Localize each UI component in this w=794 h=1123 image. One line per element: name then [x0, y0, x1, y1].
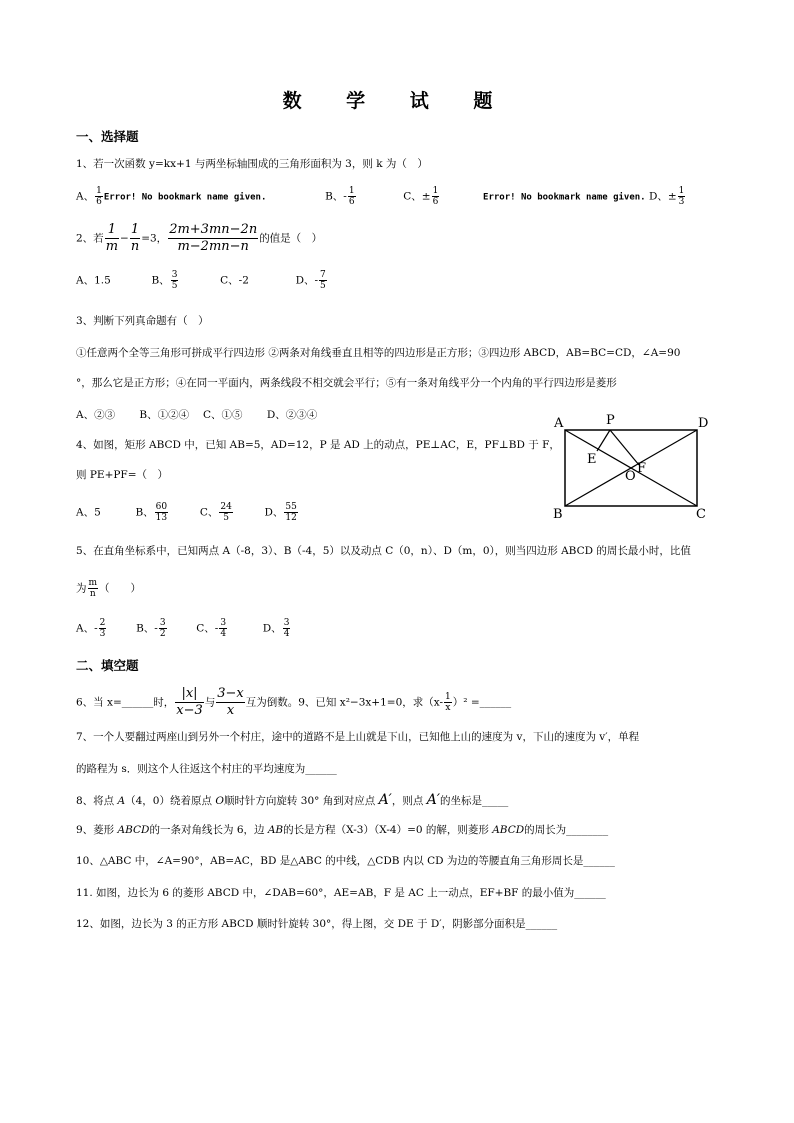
q5-a-den: 3	[99, 629, 106, 639]
q9-text-1: 9、菱形	[76, 824, 118, 836]
q2-option-a: A、1.5	[76, 274, 111, 287]
question-7-line-2: 的路程为 s．则这个人往返这个村庄的平均速度为______	[76, 763, 337, 775]
q6-f1-num: |x|	[175, 686, 204, 703]
question-8	[76, 793, 508, 808]
q5-r-den: n	[89, 589, 96, 599]
q2-f3-den: m−2mn−n	[177, 239, 249, 254]
q2-option-c: C、-2	[220, 274, 249, 287]
q4-c-num: 24	[220, 502, 232, 512]
q1-d-num: 1	[678, 186, 685, 196]
question-5-line-2	[76, 578, 141, 599]
section-fill-heading: 二、填空题	[76, 658, 139, 673]
question-4-options	[76, 502, 299, 523]
question-5-line-1: 5、在直角坐标系中，已知两点 A（-8，3）、B（-4，5）以及动点 C（0，n）、D（m，0），则当四边形 ABCD 的周长最小时，比值	[76, 545, 691, 557]
q4-b-den: 13	[155, 513, 168, 523]
q8-point-a-prime-2: A′	[426, 792, 440, 808]
q6-fraction-3-minus-x	[216, 686, 245, 719]
q1-c-num: 1	[432, 186, 439, 196]
q1-b-num: 1	[348, 186, 355, 196]
q8-text-3: 顺时针方向旋转 30° 角到对应点	[223, 795, 379, 807]
q5-option-c-prefix: C、-	[196, 622, 219, 635]
q5-option-c-fraction	[219, 618, 227, 639]
label-c: C	[696, 507, 706, 522]
question-4-line-2: 则 PE+PF=（ ）	[76, 469, 169, 481]
question-12: 12、如图，边长为 3 的正方形 ABCD 顺时针旋转 30°，得上图，交 DE 于 D′，阴影部分面积是______	[76, 918, 558, 930]
q1-option-c-prefix: C、±	[403, 190, 431, 203]
q9-ab: AB	[267, 824, 284, 836]
q2-option-d-prefix: D、-	[295, 274, 319, 287]
q2-minus: −	[120, 232, 129, 245]
q4-d-den: 12	[285, 513, 297, 523]
q6-f2-den: x	[226, 703, 235, 718]
q4-c-den: 5	[223, 513, 229, 523]
q6-prefix: 6、当 x=______时，	[76, 696, 175, 709]
question-3-line-1: ①任意两个全等三角形可拼成平行四边形 ②两条对角线垂直且相等的四边形是正方形；③四边形 ABCD，AB=BC=CD，∠A=90	[76, 347, 681, 359]
q5-option-a-prefix: A、-	[76, 622, 98, 635]
q2-equals: =3，	[141, 232, 168, 245]
q1-option-d-fraction	[678, 186, 686, 207]
q2-f2-num: 1	[130, 222, 140, 237]
q2-f3-num: 2m+3mn−2n	[169, 222, 258, 237]
q6-mid: 与	[204, 696, 216, 709]
q5-option-b-prefix: B、-	[136, 622, 158, 635]
q8-text-4: ，则点	[391, 795, 427, 807]
segment-pe	[597, 430, 610, 451]
q2-expression-fraction	[168, 222, 258, 255]
q9-text-2: 的一条对角线长为 6，边	[149, 824, 268, 836]
q1-error-text-2: Error! No bookmark name given.	[483, 192, 646, 203]
q5-option-d-prefix: D、	[262, 622, 282, 635]
label-a: A	[554, 416, 564, 431]
q1-option-c-fraction	[432, 186, 440, 207]
q2-b-den: 5	[171, 281, 178, 291]
question-7-line-1: 7、一个人要翻过两座山到另外一个村庄，途中的道路不是上山就是下山，已知他上山的速度为 v，下山的速度为 v′，单程	[76, 731, 640, 743]
q6-f1-den: x−3	[176, 703, 203, 718]
q2-option-b-fraction	[171, 270, 179, 291]
label-p: P	[606, 413, 615, 428]
q5-c-den: 4	[220, 629, 227, 639]
q6-tail: ）² =______	[452, 696, 512, 709]
rectangle-figure-diagram	[548, 408, 718, 526]
question-5-options	[76, 618, 291, 639]
q6-fraction-1-over-x	[444, 692, 452, 713]
q5-a-num: 2	[99, 618, 106, 628]
question-1-stem: 1、若一次函数 y=kx+1 与两坐标轴围成的三角形面积为 3，则 k 为（ ）	[76, 158, 428, 170]
label-o: O	[625, 469, 636, 484]
label-f: F	[637, 461, 647, 476]
q5-c-num: 3	[220, 618, 227, 628]
question-3-stem: 3、判断下列真命题有（ ）	[76, 315, 209, 327]
question-11: 11. 如图，边长为 6 的菱形 ABCD 中，∠DAB=60°，AE=AB，F 是 AC 上一动点，EF+BF 的最小值为______	[76, 887, 606, 899]
q4-option-d-prefix: D、	[264, 506, 284, 519]
q4-option-c-prefix: C、	[199, 506, 219, 519]
q2-suffix: 的值是（ ）	[259, 232, 323, 245]
q5-b-num: 3	[159, 618, 166, 628]
q5-ratio-fraction	[88, 578, 99, 599]
q1-a-num: 1	[96, 186, 102, 196]
page-title: 数 学 试 题	[282, 90, 512, 112]
label-e: E	[587, 452, 597, 467]
q1-error-text-1: Error! No bookmark name given.	[103, 192, 267, 203]
question-3-line-2: °，那么它是正方形；④在同一平面内，两条线段不相交就会平行；⑤有一条对角线平分一个内角的平行四边形是菱形	[76, 377, 617, 389]
q5-prefix: 为	[76, 582, 87, 595]
q8-point-a: A	[117, 795, 126, 807]
q8-text-5: 的坐标是_____	[440, 795, 509, 807]
q8-point-a-prime: A′	[378, 792, 392, 808]
q1-d-den: 3	[678, 197, 685, 207]
q8-origin-o: O	[215, 795, 224, 807]
q9-abcd: ABCD	[117, 824, 150, 836]
q6-fraction-abs-x	[175, 686, 204, 719]
q5-option-b-fraction	[159, 618, 167, 639]
q4-option-c-fraction	[219, 502, 232, 523]
q2-b-num: 3	[171, 270, 178, 280]
question-6	[76, 686, 511, 719]
q5-d-num: 3	[283, 618, 290, 628]
question-3-options: A、②③ B、①②④ C、①⑤ D、②③④	[76, 409, 318, 421]
q1-option-a-fraction	[95, 186, 103, 207]
q1-option-d-prefix: D、±	[648, 190, 677, 203]
question-2-stem	[76, 222, 322, 255]
q6-f2-num: 3−x	[217, 686, 244, 701]
q9-text-3: 的长是方程（X-3）（X-4）=0 的解，则菱形	[283, 824, 493, 836]
label-b: B	[553, 507, 563, 522]
label-d: D	[698, 416, 709, 431]
question-10: 10、△ABC 中，∠A=90°，AB=AC，BD 是△ABC 的中线，△CDB 内以 CD 为边的等腰直角三角形周长是______	[76, 855, 615, 867]
q6-f3-den: x	[445, 703, 451, 713]
q2-d-den: 5	[320, 281, 326, 291]
q1-option-a-prefix: A、	[76, 190, 95, 203]
question-9	[76, 823, 608, 837]
q9-abcd-2: ABCD	[492, 824, 525, 836]
q2-option-b-prefix: B、	[151, 274, 170, 287]
q1-a-den: 6	[96, 197, 102, 207]
q4-option-b-fraction	[155, 502, 168, 523]
q2-fraction-1-over-m	[105, 222, 119, 255]
q2-f1-num: 1	[105, 222, 119, 239]
q8-text-1: 8、将点	[76, 795, 118, 807]
q5-option-d-fraction	[283, 618, 291, 639]
q4-option-b-prefix: B、	[135, 506, 154, 519]
q9-text-4: 的周长为________	[524, 824, 609, 836]
q2-fraction-1-over-n	[130, 222, 140, 255]
q5-d-den: 4	[283, 629, 290, 639]
question-4-line-1: 4、如图，矩形 ABCD 中，已知 AB=5，AD=12，P 是 AD 上的动点，PE⊥AC，E，PF⊥BD 于 F，	[76, 439, 560, 451]
q5-option-a-fraction	[99, 618, 107, 639]
q2-option-d-fraction	[319, 270, 327, 291]
q1-option-b-fraction	[348, 186, 356, 207]
q2-f2-den: n	[130, 239, 140, 254]
q4-b-num: 60	[155, 502, 168, 512]
q5-r-num: m	[88, 578, 98, 588]
q2-f1-den: m	[105, 239, 119, 254]
q1-b-den: 6	[348, 197, 355, 207]
section-choice-heading: 一、选择题	[76, 129, 139, 144]
q4-d-num: 55	[285, 502, 297, 512]
q6-text: 互为倒数。9、已知 x²−3x+1=0，求（x-	[245, 696, 444, 709]
question-1-options	[76, 186, 686, 207]
question-2-options	[76, 270, 328, 291]
q6-f3-num: 1	[445, 692, 451, 702]
q2-prefix: 2、若	[76, 232, 104, 245]
q8-text-2: （4，0）绕着原点	[125, 795, 216, 807]
q4-option-a: A、5	[76, 506, 101, 519]
q4-option-d-fraction	[284, 502, 297, 523]
q1-option-b-prefix: B、-	[325, 190, 347, 203]
q5-b-den: 2	[159, 629, 166, 639]
q5-suffix: （ ）	[99, 582, 142, 595]
segment-pf	[610, 430, 639, 465]
q1-c-den: 6	[432, 197, 439, 207]
q2-d-num: 7	[320, 270, 326, 280]
